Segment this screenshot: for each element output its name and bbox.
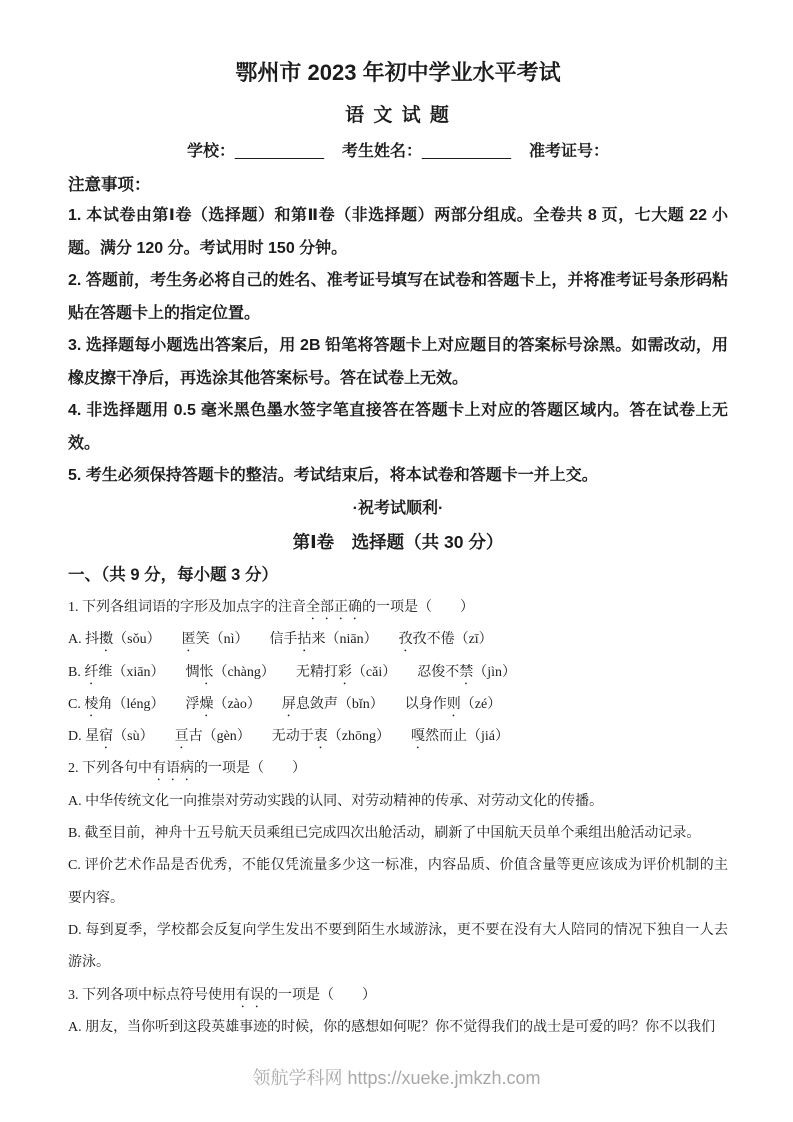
exam-wish-line: ·祝考试顺利·: [352, 499, 444, 517]
question-1-option-b: B. 纤维（xiān） 惆怅（chàng） 无精打彩（cǎi） 忍俊不禁（jìn）: [68, 664, 516, 680]
question-3-option-a: A. 朋友，当你听到这段英雄事迹的时候，你的感想如何呢？你不觉得我们的战士是可爱的吗？你不以我们: [68, 1019, 716, 1035]
notice-item-3: 3. 选择题每小题选出答案后，用 2B 铅笔将答题卡上对应题目的答案标号涂黑。如需改动，用橡皮擦干净后，再选涂其他答案标号。答在试卷上无效。: [68, 337, 728, 387]
ticket-number-label: 准考证号：: [528, 143, 609, 160]
question-2-stem: 2. 下列各句中有语病的一项是（ ）: [68, 761, 306, 777]
candidate-info-line: [68, 140, 728, 164]
question-1-option-c: C. 棱角（léng） 浮燥（zào） 屏息敛声（bǐn） 以身作则（zé）: [68, 696, 502, 712]
notice-item-4: 4. 非选择题用 0.5 毫米黑色墨水签字笔直接答在答题卡上对应的答题区域内。答在试卷上无效。: [68, 402, 728, 452]
exam-subtitle: 语 文 试 题: [345, 105, 451, 126]
volume-heading: 第Ⅰ卷 选择题（共 30 分）: [292, 532, 504, 552]
question-2-option-c: C. 评价艺术作品是否优秀，不能仅凭流量多少这一标准，内容品质、价值含量等更应该成为评价机制的主要内容。: [68, 858, 728, 906]
watermark: 领航学科网 https://xueke.jmkzh.com: [252, 1068, 541, 1088]
part-one-heading: 一、（共 9 分，每小题 3 分）: [68, 566, 278, 584]
question-2-option-a: A. 中华传统文化一向推崇对劳动实践的认同、对劳动精神的传承、对劳动文化的传播。: [68, 793, 604, 809]
school-blank: __________: [235, 143, 324, 160]
question-1-option-d: D. 星宿（sù） 亘古（gèn） 无动于衷（zhōng） 嘎然而止（jiá）: [68, 729, 510, 745]
exam-title: 鄂州市 2023 年初中学业水平考试: [235, 60, 561, 85]
notice-item-5: 5. 考生必须保持答题卡的整洁。考试结束后，将本试卷和答题卡一并上交。: [68, 467, 598, 484]
candidate-name-blank: __________: [422, 143, 511, 160]
candidate-name-label: 考生姓名：: [341, 143, 422, 160]
question-1-stem: 1. 下列各组词语的字形及加点字的注音全部正确的一项是（ ）: [68, 600, 474, 615]
notices-heading: 注意事项：: [68, 176, 151, 194]
notice-item-2: 2. 答题前，考生务必将自己的姓名、准考证号填写在试卷和答题卡上，并将准考证号条形码粘贴在答题卡上的指定位置。: [68, 272, 728, 322]
question-2-option-b: B. 截至目前，神舟十五号航天员乘组已完成四次出舱活动，刷新了中国航天员单个乘组出舱活动记录。: [68, 826, 701, 842]
question-2-option-d: D. 每到夏季，学校都会反复向学生发出不要到陌生水域游泳，更不要在没有大人陪同的情况下独自一人去游泳。: [68, 922, 728, 971]
question-3-stem: 3. 下列各项中标点符号使用有误的一项是（ ）: [68, 987, 376, 1003]
question-1-option-a: A. 抖擞（sǒu） 匿笑（nì） 信手拈来（niān） 孜孜不倦（zī）: [68, 632, 493, 648]
school-label: 学校：: [186, 143, 235, 160]
notice-item-1: 1. 本试卷由第Ⅰ卷（选择题）和第Ⅱ卷（非选择题）两部分组成。全卷共 8 页，七大题 22 小题。满分 120 分。考试用时 150 分钟。: [68, 207, 728, 257]
